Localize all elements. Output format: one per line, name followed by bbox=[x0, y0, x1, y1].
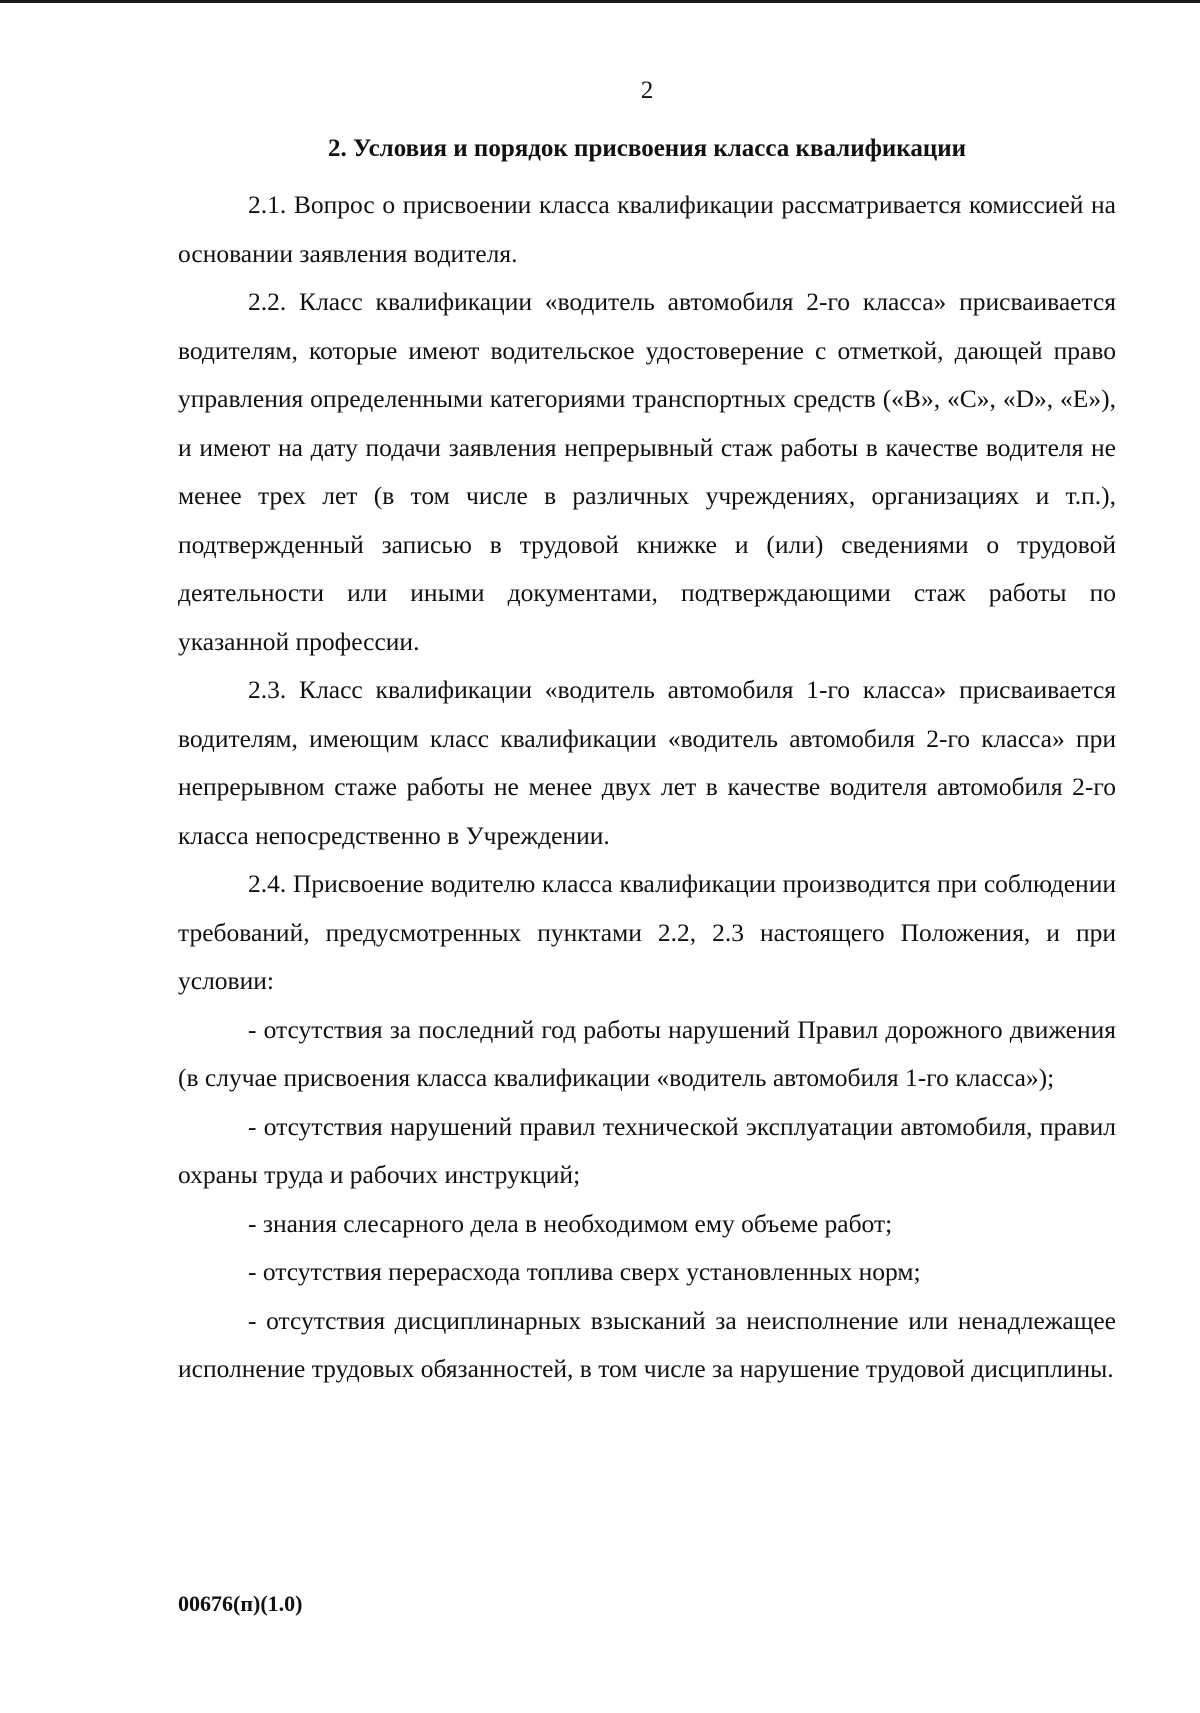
paragraph-2-1: 2.1. Вопрос о присвоении класса квалификации рассматривается комиссией на основании заявления водителя. bbox=[178, 190, 1116, 268]
condition-item-discipline: - отсутствия дисциплинарных взысканий за неисполнение или ненадлежащее исполнение трудовых обязанностей, в том числе за нарушение трудовой дисциплины. bbox=[178, 1305, 1116, 1383]
condition-item-technical-rules: - отсутствия нарушений правил технической эксплуатации автомобиля, правил охраны труда и рабочих инструкций; bbox=[178, 1111, 1116, 1189]
section-body bbox=[178, 181, 1116, 1394]
top-border-line bbox=[0, 0, 1200, 3]
condition-item-locksmith-skills: - знания слесарного дела в необходимом ему объеме работ; bbox=[248, 1208, 893, 1238]
page-number: 2 bbox=[640, 77, 654, 104]
paragraph-2-4: 2.4. Присвоение водителю класса квалификации производится при соблюдении требований, предусмотренных пунктами 2.2, 2.3 настоящего Положения, и при условии: bbox=[178, 869, 1116, 995]
paragraph-2-3: 2.3. Класс квалификации «водитель автомобиля 1-го класса» присваивается водителям, имеющим класс квалификации «водитель автомобиля 2-го класса» при непрерывном стаже работы не менее двух лет в качестве водителя автомобиля 2-го класса непосредственно в Учреждении. bbox=[178, 675, 1116, 850]
paragraph-2-2: 2.2. Класс квалификации «водитель автомобиля 2-го класса» присваивается водителям, которые имеют водительское удостоверение с отметкой, дающей право управления определенными категориями транспортных средств («В», «С», «D», «Е»), и имеют на дату подачи заявления непрерывный стаж работы в качестве водителя не менее трех лет (в том числе в различных учреждениях, организациях и т.п.), подтвержденный записью в трудовой книжке и (или) сведениями о трудовой деятельности или иными документами, подтверждающими стаж работы по указанной профессии. bbox=[178, 287, 1116, 656]
condition-item-fuel: - отсутствия перерасхода топлива сверх установленных норм; bbox=[248, 1257, 921, 1286]
document-code: 00676(п)(1.0) bbox=[178, 1591, 303, 1616]
section-title: 2. Условия и порядок присвоения класса квалификации bbox=[327, 135, 967, 162]
condition-item-traffic-rules: - отсутствия за последний год работы нарушений Правил дорожного движения (в случае присвоения класса квалификации «водитель автомобиля 1-го класса»); bbox=[178, 1014, 1116, 1092]
